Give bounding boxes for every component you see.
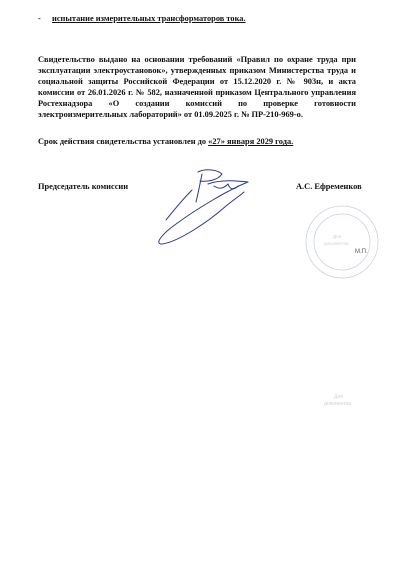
chair-title: Председатель комиссии xyxy=(38,182,129,191)
stamp-outline xyxy=(300,200,390,290)
bullet-text: испытание измерительных трансформаторов тока. xyxy=(52,14,246,23)
bullet-item xyxy=(38,14,246,23)
stamp-label: М.П. xyxy=(355,249,368,255)
bullet-dash: - xyxy=(38,14,41,23)
chair-name: А.С. Ефременков xyxy=(296,182,362,191)
validity-date: «27» января 2029 года. xyxy=(208,137,294,146)
stamp-text-2: документов xyxy=(324,241,349,246)
stamp-text-1: Для xyxy=(333,234,342,239)
faint-stamp-text-1: Для xyxy=(334,394,344,400)
validity-line xyxy=(38,137,293,146)
basis-paragraph: Свидетельство выдано на основании требований «Правил по охране труда при эксплуатации электроустановок», утвержденных приказом Министерства труда и социальной защиты Российской Федерации от 15.12.2020 г. № 903н, и акта комиссии от 26.01.2026 г. № 582, назначенной приказом Центрального управления Ростехнадзора «О создании комиссий по проверке готовности электроизмерительных лабораторий» от 01.09.2025 г. № ПР-210-969-о. xyxy=(38,55,356,119)
signature-image xyxy=(148,160,268,250)
validity-prefix: Срок действия свидетельства установлен до xyxy=(38,137,209,146)
faint-stamp xyxy=(312,372,372,427)
faint-stamp-text-2: документов xyxy=(324,401,352,407)
